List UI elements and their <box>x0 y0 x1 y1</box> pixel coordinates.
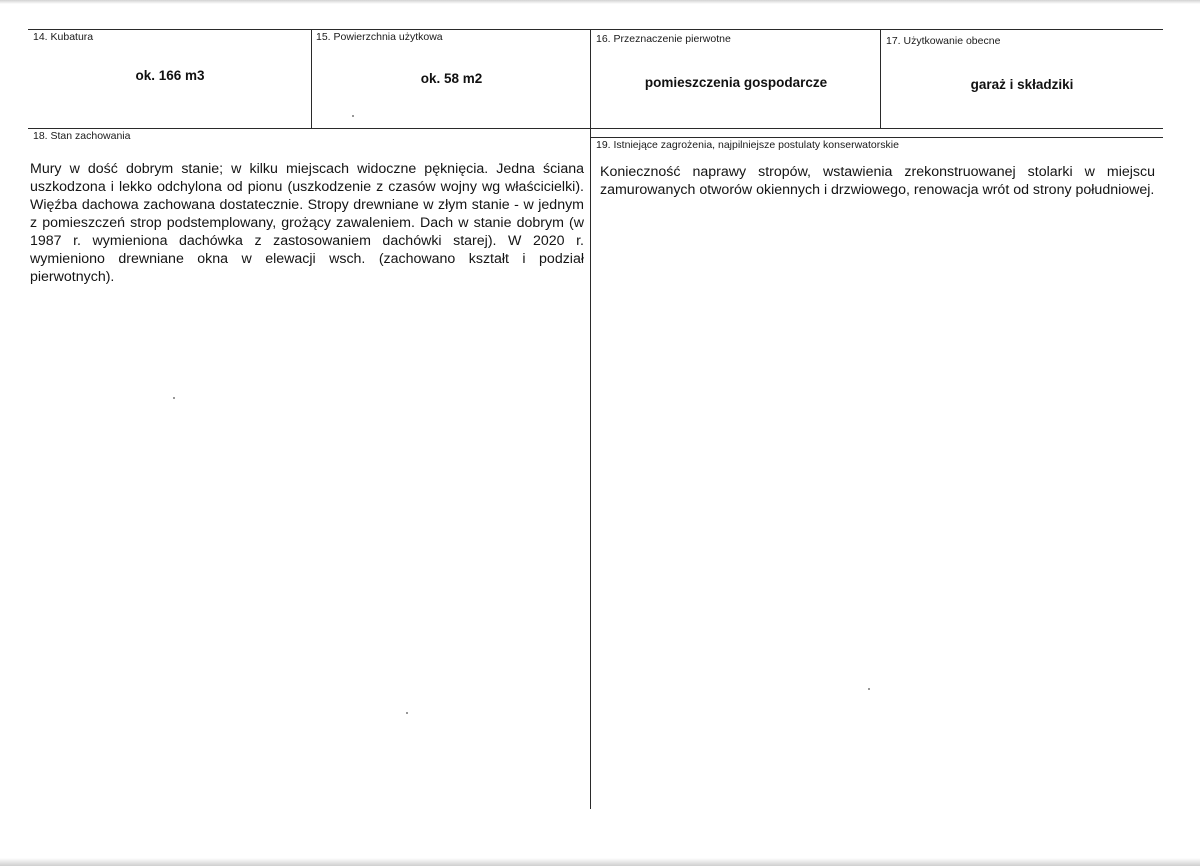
grid-line-col2 <box>590 29 591 809</box>
scan-speck <box>352 115 354 117</box>
field-value-kubatura: ok. 166 m3 <box>135 68 205 83</box>
field-text-zagrozenia: Konieczność naprawy stropów, wstawienia zrekonstruowanej stolarki w miejscu zamurowanych otworów okiennych i drzwiowego, renowacja wrót od strony południowej. <box>600 164 1155 198</box>
scan-edge-top <box>0 0 1200 4</box>
field-text-stan-zachowania: Mury w dość dobrym stanie; w kilku miejscach widoczne pęknięcia. Jedna ściana uszkodzona i lekko odchylona od pionu (uszkodzenie z czasów wojny wg właścicielki). Więźba dachowa zachowana dostatecznie. Stropy drewniane w złym stanie - w jednym z pomieszczeń strop podstemplowany, grożący zawaleniem. Dach w stanie dobrym (w 1987 r. wymieniona dachówka z zastosowaniem dachówki starej). W 2020 r. wymieniono drewniane okna w elewacji wsch. (zachowano kształt i podział pierwotnych). <box>30 161 584 285</box>
grid-line-section19-top <box>590 137 1163 138</box>
grid-line-col1 <box>311 29 312 128</box>
grid-line-top <box>28 29 1163 30</box>
field-label-powierzchnia: 15. Powierzchnia użytkowa <box>316 31 443 43</box>
field-value-powierzchnia: ok. 58 m2 <box>420 71 483 86</box>
grid-line-middle <box>28 128 1163 129</box>
scan-edge-bottom <box>0 858 1200 866</box>
scan-speck <box>173 397 175 399</box>
grid-line-col3 <box>880 29 881 128</box>
field-label-kubatura: 14. Kubatura <box>33 31 94 43</box>
field-label-stan-zachowania: 18. Stan zachowania <box>33 130 131 142</box>
field-label-przeznaczenie: 16. Przeznaczenie pierwotne <box>596 33 731 45</box>
field-label-uzytkowanie: 17. Użytkowanie obecne <box>886 35 1001 47</box>
scan-speck <box>868 688 870 690</box>
field-label-zagrozenia: 19. Istniejące zagrożenia, najpilniejsze postulaty konserwatorskie <box>596 139 899 151</box>
field-value-uzytkowanie: garaż i składziki <box>970 77 1074 92</box>
scan-speck <box>406 712 408 714</box>
field-value-przeznaczenie: pomieszczenia gospodarcze <box>644 75 828 90</box>
